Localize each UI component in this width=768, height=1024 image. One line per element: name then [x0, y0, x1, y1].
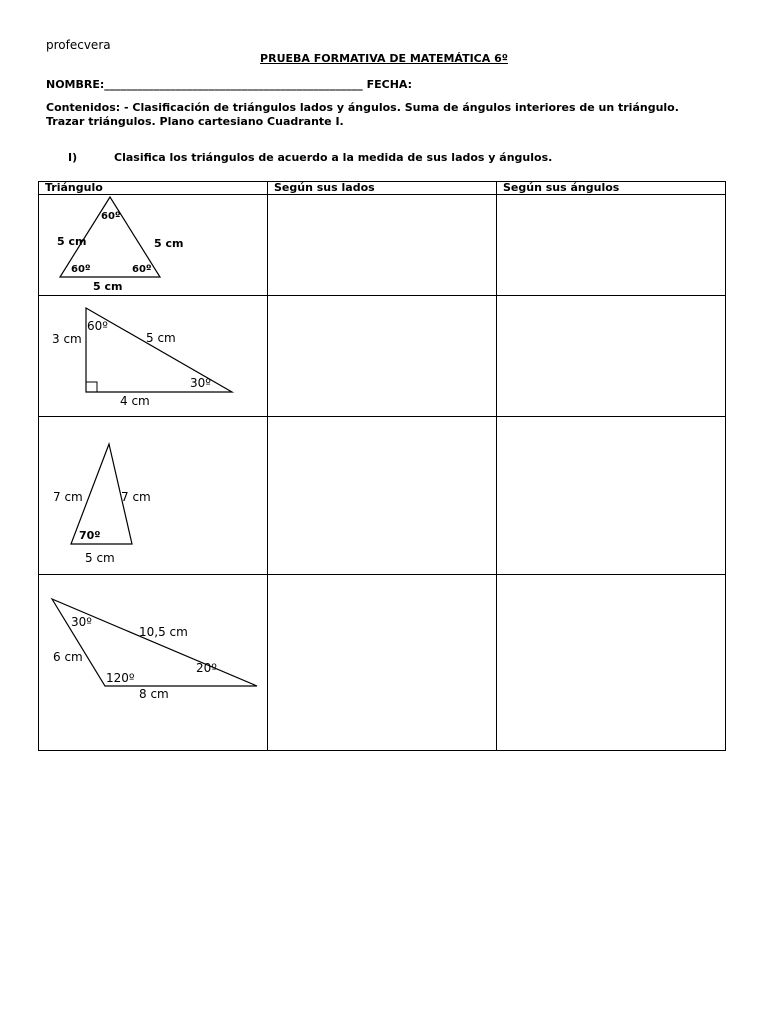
- answer-angles-3[interactable]: [497, 417, 726, 575]
- answer-angles-4[interactable]: [497, 575, 726, 751]
- question-text: Clasifica los triángulos de acuerdo a la medida de sus lados y ángulos.: [114, 151, 553, 164]
- answer-angles-2[interactable]: [497, 296, 726, 417]
- name-date-line: [46, 78, 412, 91]
- angle-top-label: 30º: [71, 615, 92, 629]
- side-base-label: 8 cm: [139, 687, 169, 701]
- page-title: PRUEBA FORMATIVA DE MATEMÁTICA 6º: [260, 52, 508, 65]
- side-hyp-label: 5 cm: [146, 331, 176, 345]
- table-row: [39, 195, 726, 296]
- header-by-angles: Según sus ángulos: [497, 182, 726, 195]
- classification-table: [38, 181, 726, 751]
- angle-left-label: 60º: [71, 264, 91, 275]
- contents-line-2: Trazar triángulos. Plano cartesiano Cuadrante I.: [46, 115, 344, 128]
- answer-sides-4[interactable]: [268, 575, 497, 751]
- triangle-cell-3: [39, 417, 268, 575]
- answer-sides-3[interactable]: [268, 417, 497, 575]
- contents-description: [46, 101, 736, 129]
- side-right-label: 5 cm: [154, 237, 184, 250]
- side-left-label: 5 cm: [57, 235, 87, 248]
- name-blank[interactable]: _______________________________________________: [104, 78, 363, 91]
- answer-angles-1[interactable]: [497, 195, 726, 296]
- table-row: [39, 417, 726, 575]
- angle-top-label: 60º: [101, 211, 121, 222]
- question-number: I): [68, 151, 78, 164]
- angle-top-label: 60º: [87, 319, 108, 333]
- name-label: NOMBRE:: [46, 78, 105, 91]
- side-left-label: 7 cm: [53, 490, 83, 504]
- isosceles-triangle-figure: [39, 417, 267, 574]
- table-header-row: [39, 182, 726, 195]
- side-left-label: 3 cm: [52, 332, 82, 346]
- triangle-cell-2: [39, 296, 268, 417]
- date-label: FECHA:: [366, 78, 413, 91]
- angle-right-label: 30º: [190, 376, 211, 390]
- side-base-label: 5 cm: [93, 280, 123, 293]
- side-base-label: 5 cm: [85, 551, 115, 565]
- answer-sides-1[interactable]: [268, 195, 497, 296]
- header-by-sides: Según sus lados: [268, 182, 497, 195]
- author-name: profecvera: [46, 38, 111, 52]
- side-top-label: 10,5 cm: [139, 625, 188, 639]
- question-1: [68, 151, 552, 164]
- right-triangle-figure: [39, 296, 267, 416]
- equilateral-triangle-figure: [39, 195, 267, 295]
- header-triangle: Triángulo: [39, 182, 268, 195]
- answer-sides-2[interactable]: [268, 296, 497, 417]
- angle-right-label: 60º: [132, 264, 152, 275]
- triangle-cell-4: [39, 575, 268, 751]
- side-left-label: 6 cm: [53, 650, 83, 664]
- obtuse-triangle-figure: [39, 575, 267, 750]
- angle-right-label: 20º: [196, 661, 217, 675]
- contents-line-1: Contenidos: - Clasificación de triángulos lados y ángulos. Suma de ángulos interiores de un triángulo.: [46, 101, 679, 114]
- table-row: [39, 296, 726, 417]
- angle-left-label: 70º: [79, 529, 101, 542]
- side-right-label: 7 cm: [121, 490, 151, 504]
- table-row: [39, 575, 726, 751]
- angle-bottom-label: 120º: [106, 671, 135, 685]
- side-base-label: 4 cm: [120, 394, 150, 408]
- triangle-cell-1: [39, 195, 268, 296]
